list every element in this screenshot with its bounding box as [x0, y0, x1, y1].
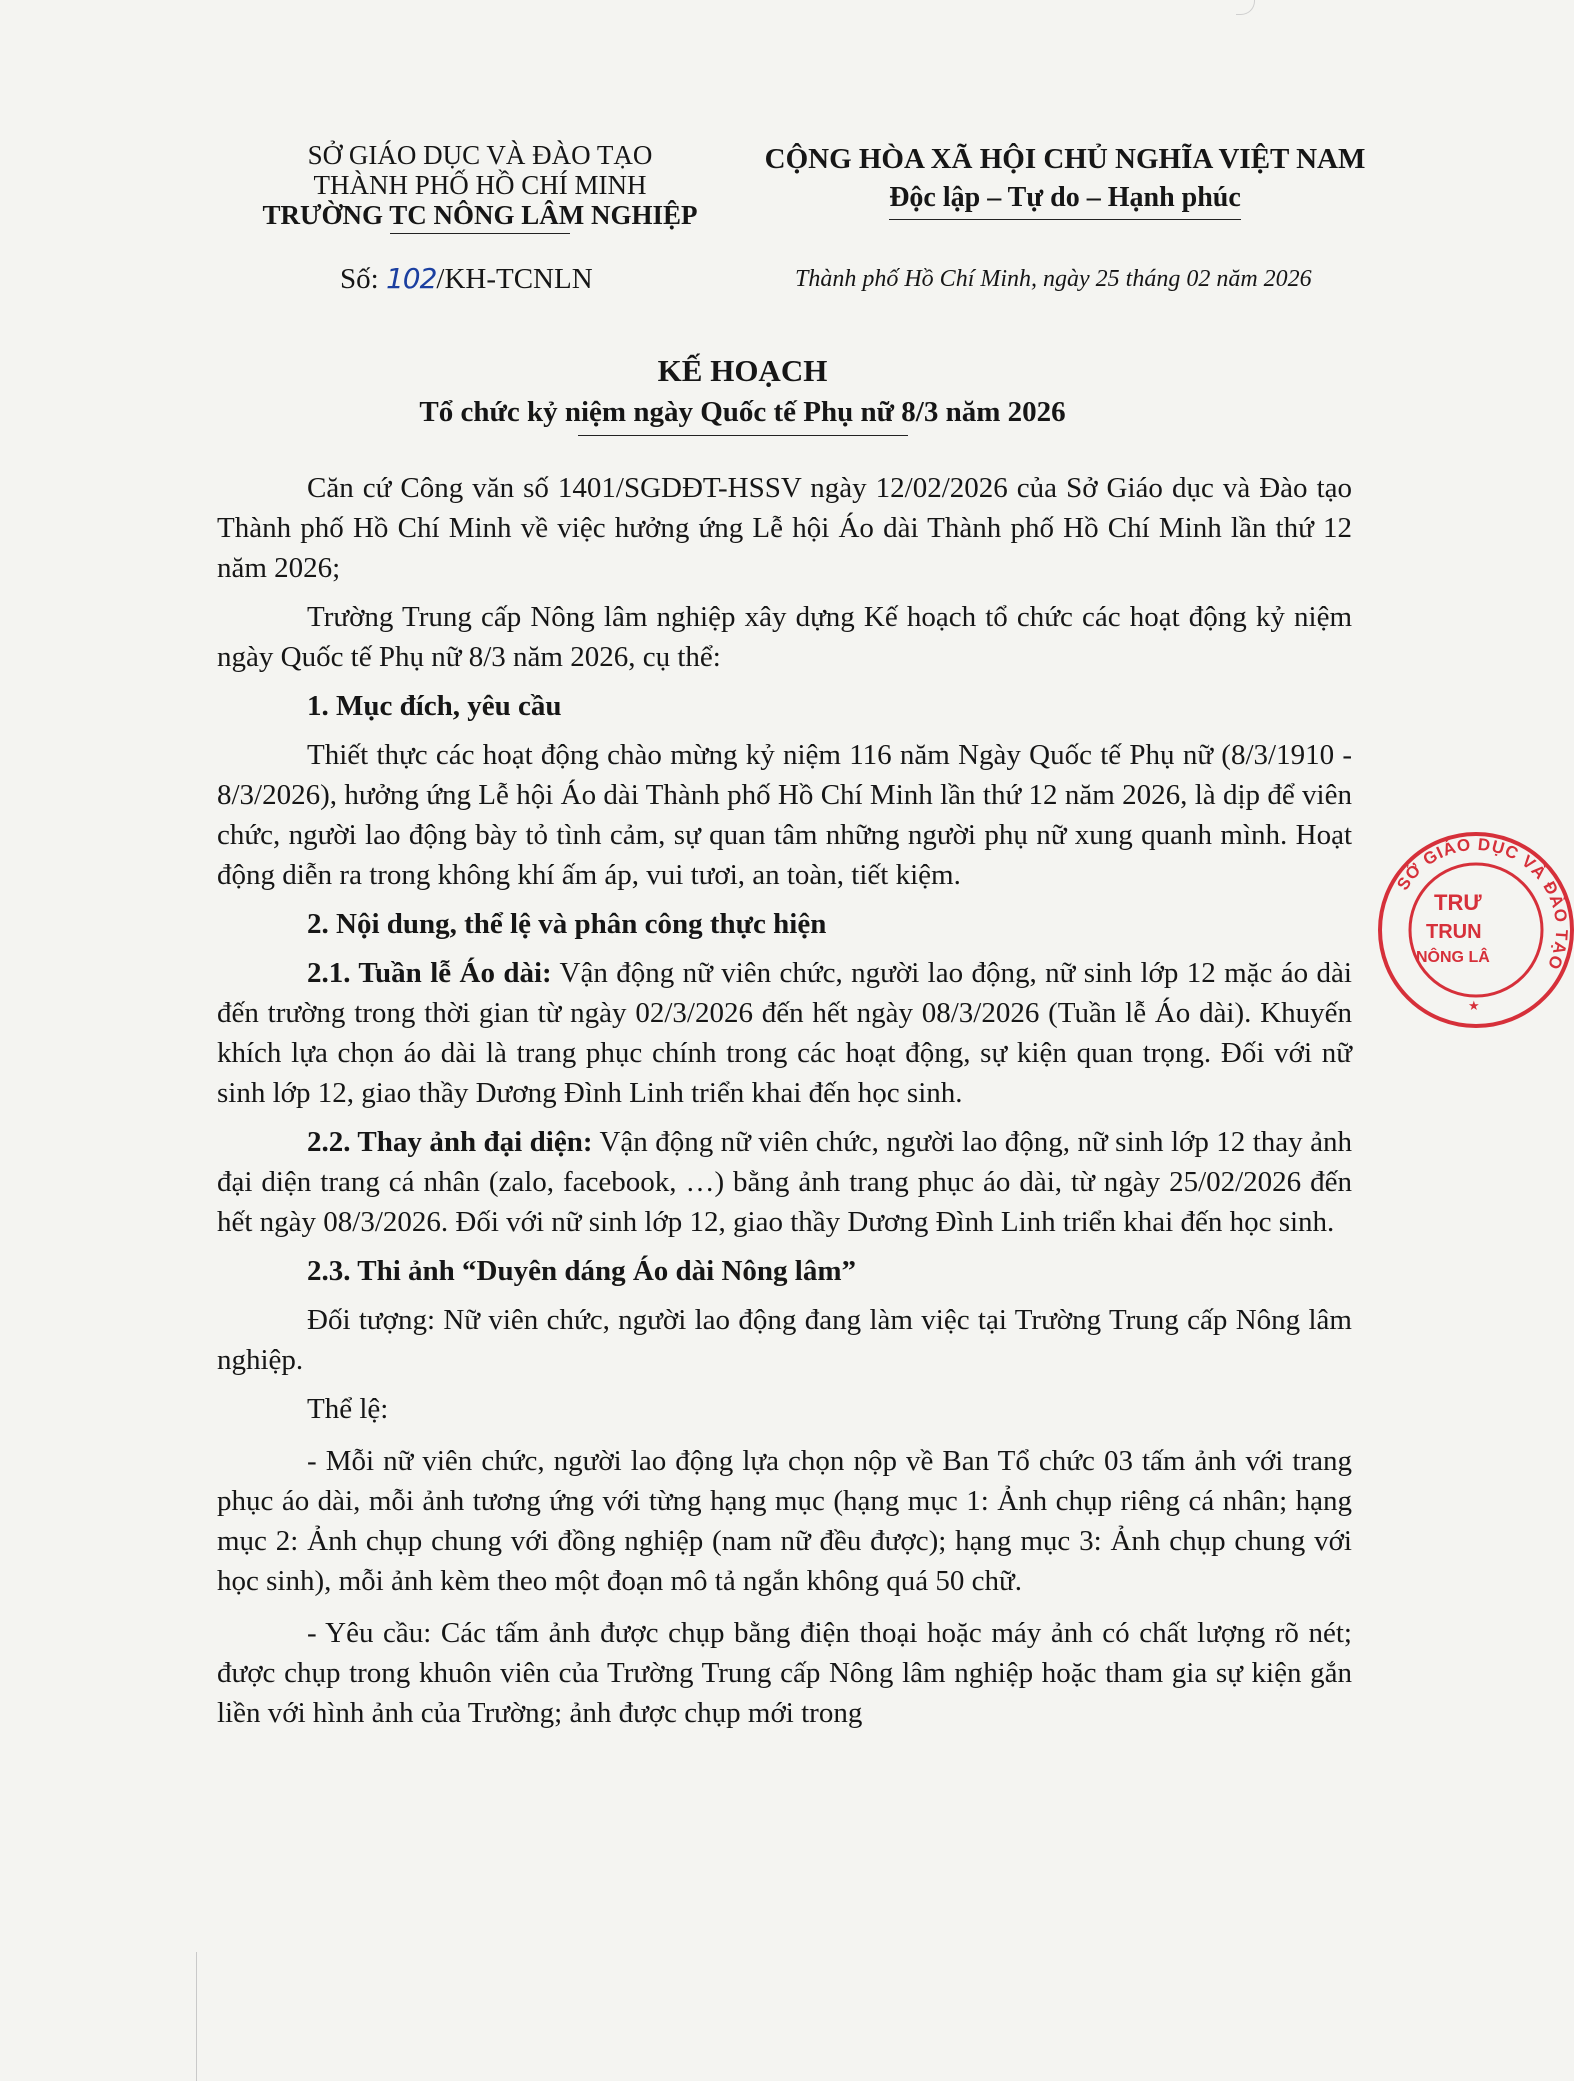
agency-line-3: TRƯỜNG TC NÔNG LÂM NGHIỆP	[262, 200, 698, 230]
agency-line-2: THÀNH PHỐ HỒ CHÍ MINH	[313, 170, 647, 200]
title-main: KẾ HOẠCH	[657, 353, 828, 388]
stamp-line-3: NÔNG LÂ	[1416, 949, 1490, 966]
page-corner-mark	[1236, 0, 1255, 15]
stamp-star: ★	[1468, 999, 1480, 1014]
stamp-line-2: TRUN	[1426, 921, 1482, 943]
issuing-agency-header	[200, 140, 760, 234]
handwritten-number: 102	[385, 262, 437, 295]
agency-underline	[390, 233, 570, 234]
paragraph-purpose: Thiết thực các hoạt động chào mừng kỷ niệm 116 năm Ngày Quốc tế Phụ nữ (8/3/1910 - 8/3/2026), hưởng ứng Lễ hội Áo dài Thành phố Hồ Chí Minh lần thứ 12 năm 2026, là dịp để viên chức, người lao động bày tỏ tình cảm, sự quan tâm những người phụ nữ xung quanh mình. Hoạt động diễn ra trong không khí ấm áp, vui tươi, an toàn, tiết kiệm.	[217, 739, 1352, 891]
subsection-2-2-text: Vận động nữ viên chức, người lao động, nữ sinh lớp 12 thay ảnh đại diện trang cá nhân (zalo, facebook, …) bằng ảnh trang phục áo dài, từ ngày 25/02/2026 đến hết ngày 08/3/2026. Đối với nữ sinh lớp 12, giao thầy Dương Đình Linh triển khai đến học sinh.	[217, 1126, 1352, 1238]
title-underline	[578, 435, 908, 436]
subsection-2-1-text: Vận động nữ viên chức, người lao động, nữ sinh lớp 12 mặc áo dài đến trường trong thời gian từ ngày 02/3/2026 đến hết ngày 08/3/2026 (Tuần lễ Áo dài). Khuyến khích lựa chọn áo dài là trang phục chính trong các hoạt động, sự kiện quan trọng. Đối với nữ sinh lớp 12, giao thầy Dương Đình Linh triển khai đến học sinh.	[217, 957, 1352, 1109]
scan-margin-line	[196, 1952, 197, 2081]
document-number	[340, 262, 593, 296]
issue-date: Thành phố Hồ Chí Minh, ngày 25 tháng 02 năm 2026	[795, 266, 1312, 292]
paragraph-requirements: - Yêu cầu: Các tấm ảnh được chụp bằng điện thoại hoặc máy ảnh có chất lượng rõ nét; được chụp trong khuôn viên của Trường Trung cấp Nông lâm nghiệp hoặc tham gia sự kiện gắn liền với hình ảnh của Trường; ảnh được chụp mới trong	[217, 1617, 1352, 1729]
document-number-suffix: /KH-TCNLN	[436, 263, 593, 295]
paragraph-rule-each: - Mỗi nữ viên chức, người lao động lựa chọn nộp về Ban Tổ chức 03 tấm ảnh với trang phục áo dài, mỗi ảnh tương ứng với từng hạng mục (hạng mục 1: Ảnh chụp riêng cá nhân; hạng mục 2: Ảnh chụp chung với đồng nghiệp (nam nữ đều được); hạng mục 3: Ảnh chụp chung với học sinh), mỗi ảnh kèm theo một đoạn mô tả ngắn không quá 50 chữ.	[217, 1445, 1352, 1597]
document-body	[217, 468, 1352, 1745]
national-motto-header	[760, 140, 1370, 220]
paragraph-intro: Trường Trung cấp Nông lâm nghiệp xây dựng Kế hoạch tổ chức các hoạt động kỷ niệm ngày Quốc tế Phụ nữ 8/3 năm 2026, cụ thể:	[217, 601, 1352, 673]
official-stamp	[1378, 832, 1574, 1028]
paragraph-2-2	[217, 1122, 1352, 1242]
paragraph-legal-basis: Căn cứ Công văn số 1401/SGDĐT-HSSV ngày 12/02/2026 của Sở Giáo dục và Đào tạo Thành phố Hồ Chí Minh về việc hưởng ứng Lễ hội Áo dài Thành phố Hồ Chí Minh lần thứ 12 năm 2026;	[217, 472, 1352, 584]
subsection-heading-2-3: 2.3. Thi ảnh “Duyên dáng Áo dài Nông lâm”	[307, 1255, 857, 1287]
stamp-line-1: TRƯ	[1434, 890, 1482, 915]
document-title	[0, 350, 1485, 436]
paragraph-target: Đối tượng: Nữ viên chức, người lao động đang làm việc tại Trường Trung cấp Nông lâm nghiệp.	[217, 1304, 1352, 1376]
paragraph-rules-label: Thể lệ:	[307, 1393, 389, 1425]
title-sub: Tổ chức kỷ niệm ngày Quốc tế Phụ nữ 8/3 năm 2026	[419, 396, 1066, 428]
paragraph-2-1	[217, 953, 1352, 1113]
subsection-2-1-lead: 2.1. Tuần lễ Áo dài:	[307, 957, 552, 989]
document-number-prefix: Số:	[340, 263, 386, 295]
national-motto: Độc lập – Tự do – Hạnh phúc	[889, 179, 1241, 220]
country-name: CỘNG HÒA XÃ HỘI CHỦ NGHĨA VIỆT NAM	[764, 143, 1366, 175]
section-heading-1: 1. Mục đích, yêu cầu	[307, 690, 562, 722]
agency-line-1: SỞ GIÁO DỤC VÀ ĐÀO TẠO	[307, 140, 653, 170]
subsection-2-2-lead: 2.2. Thay ảnh đại diện:	[307, 1126, 593, 1158]
section-heading-2: 2. Nội dung, thể lệ và phân công thực hiện	[307, 908, 827, 940]
stamp-ring-text: SỞ GIÁO DỤC VÀ ĐÀO TẠO	[1393, 834, 1572, 973]
